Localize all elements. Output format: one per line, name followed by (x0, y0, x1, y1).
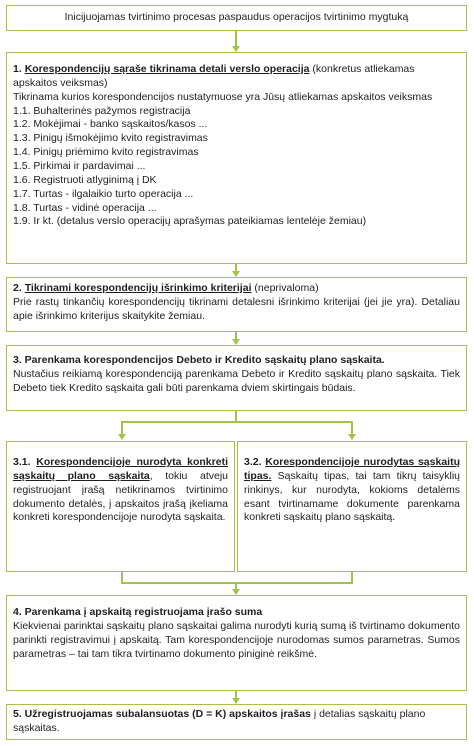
step2-note: (neprivaloma) (251, 282, 319, 294)
step4-body: Kiekvienai parinktai sąskaitų plano sąskaitai galima nurodyti kurią sumą iš tvirtinamo dokumento parinkti registravimui į apskaitą. Tam korespondencijoje nurodomas sumos parametras. Sumos parametras – tai tam tikra tvirtinamo dokumento piniginė reikšmė. (13, 619, 460, 660)
step1-box (6, 52, 467, 264)
step1-title: Korespondencijų sąraše tikrinama detali verslo operacija (24, 63, 310, 75)
list-item: 1.2. Mokėjimai - banko sąskaitos/kasos ... (13, 118, 208, 131)
step1-note: (konkretus atliekamas apskaitos veiksmas) (13, 63, 415, 89)
step1-heading: 1. Korespondencijų sąraše tikrinama detali verslo operacija (konkretus atliekamas apskaitos veiksmas) (13, 63, 415, 89)
step32-box: 3.2. Korespondencijoje nurodytas sąskaitų tipas. Sąskaitų tipas, tai tam tikrų taisyklių rinkinys, kur nurodyta, kokioms detalėms esant tvirtinamame dokumente parenkama konkreti sąskaitų plano sąskaitą. (237, 441, 467, 572)
arrow-head (118, 434, 126, 440)
connector (121, 582, 353, 584)
list-item: 1.3. Pinigų išmokėjimo kvito registravimas (13, 132, 208, 145)
step3-title: 3. Parenkama korespondencijos Debeto ir Kredito sąskaitų plano sąskaita. (13, 354, 385, 366)
step31-title: Korespondencijoje nurodyta konkreti sąskaitų plano sąskaita (13, 456, 228, 482)
step1-intro: Tikrinama kurios korespondencijos nustatymuose yra Jūsų atliekamas apskaitos veiksmas (13, 90, 433, 103)
step5-title: 5. Užregistruojamas subalansuotas (D = K) apskaitos įrašas (13, 708, 311, 720)
step31-box: 3.1. Korespondencijoje nurodyta konkreti sąskaitų plano sąskaita, tokiu atveju registruojant įrašą netikrinamos tvirtinimo dokumento detalės, į apskaitos įrašą įkeliama konkreti korespondencijoje nurodyta sąskaita. (6, 441, 235, 572)
start-box (6, 5, 467, 31)
start-text: Inicijuojamas tvirtinimo procesas paspaudus operacijos tvirtinimo mygtuką (64, 11, 409, 23)
step3-body: Nustačius reikiamą korespondenciją parenkama Debeto ir Kredito sąskaitų plano sąskaita. Tiek Debeto tiek Kredito sąskaita gali būti parenkama dviem skirtingais būdais. (13, 367, 460, 394)
step32-title: Korespondencijoje nurodytas sąskaitų tipas. (244, 456, 460, 482)
step4-title: 4. Parenkama į apskaitą registruojama įrašo suma (13, 606, 263, 618)
step5-box (6, 704, 467, 740)
step31-body: , tokiu atveju registruojant įrašą netikrinamos tvirtinimo dokumento detalės, į apskaitos įrašą įkeliama konkreti korespondencijoje nurodyta sąskaita. (13, 469, 229, 524)
step2-title: Tikrinami korespondencijų išrinkimo kriterijai (24, 282, 252, 294)
list-item: 1.9. Ir kt. (detalus verslo operacijų aprašymas pateikiamas lentelėje žemiau) (13, 215, 367, 228)
operation-list (13, 105, 460, 230)
step2-box: 2. Tikrinami korespondencijų išrinkimo kriterijai (neprivaloma) Prie rastų tinkančių korespondencijų tikrinami detalesni išrinkimo kriterijai (jei jie yra). Detaliau apie išrinkimo kriterijus skaitykite žemiau. (6, 277, 467, 332)
list-item: 1.4. Pinigų priėmimo kvito registravimas (13, 146, 199, 159)
list-item: 1.8. Turtas - vidinė operacija ... (13, 201, 157, 214)
list-item: 1.1. Buhalterinės pažymos registracija (13, 104, 191, 117)
list-item: 1.6. Registruoti atlyginimą į DK (13, 173, 157, 186)
step32-body: Sąskaitų tipas, tai tam tikrų taisyklių rinkinys, kur nurodyta, kokioms detalėms esant tvirtinamame dokumente parenkama konkreti sąskaitų plano sąskaitą. (244, 469, 460, 524)
list-item: 1.7. Turtas - ilgalaikio turto operacija ... (13, 187, 194, 200)
arrow-head (348, 434, 356, 440)
step4-box (6, 595, 467, 691)
connector (121, 421, 353, 423)
list-item: 1.5. Pirkimai ir pardavimai ... (13, 160, 146, 173)
step2-body: Prie rastų tinkančių korespondencijų tikrinami detalesni išrinkimo kriterijai (jei jie yra). Detaliau apie išrinkimo kriterijus skaitykite žemiau. (13, 295, 460, 322)
step5-body: į detalias sąskaitų plano sąskaitas. (13, 708, 426, 734)
step3-box (6, 345, 467, 411)
